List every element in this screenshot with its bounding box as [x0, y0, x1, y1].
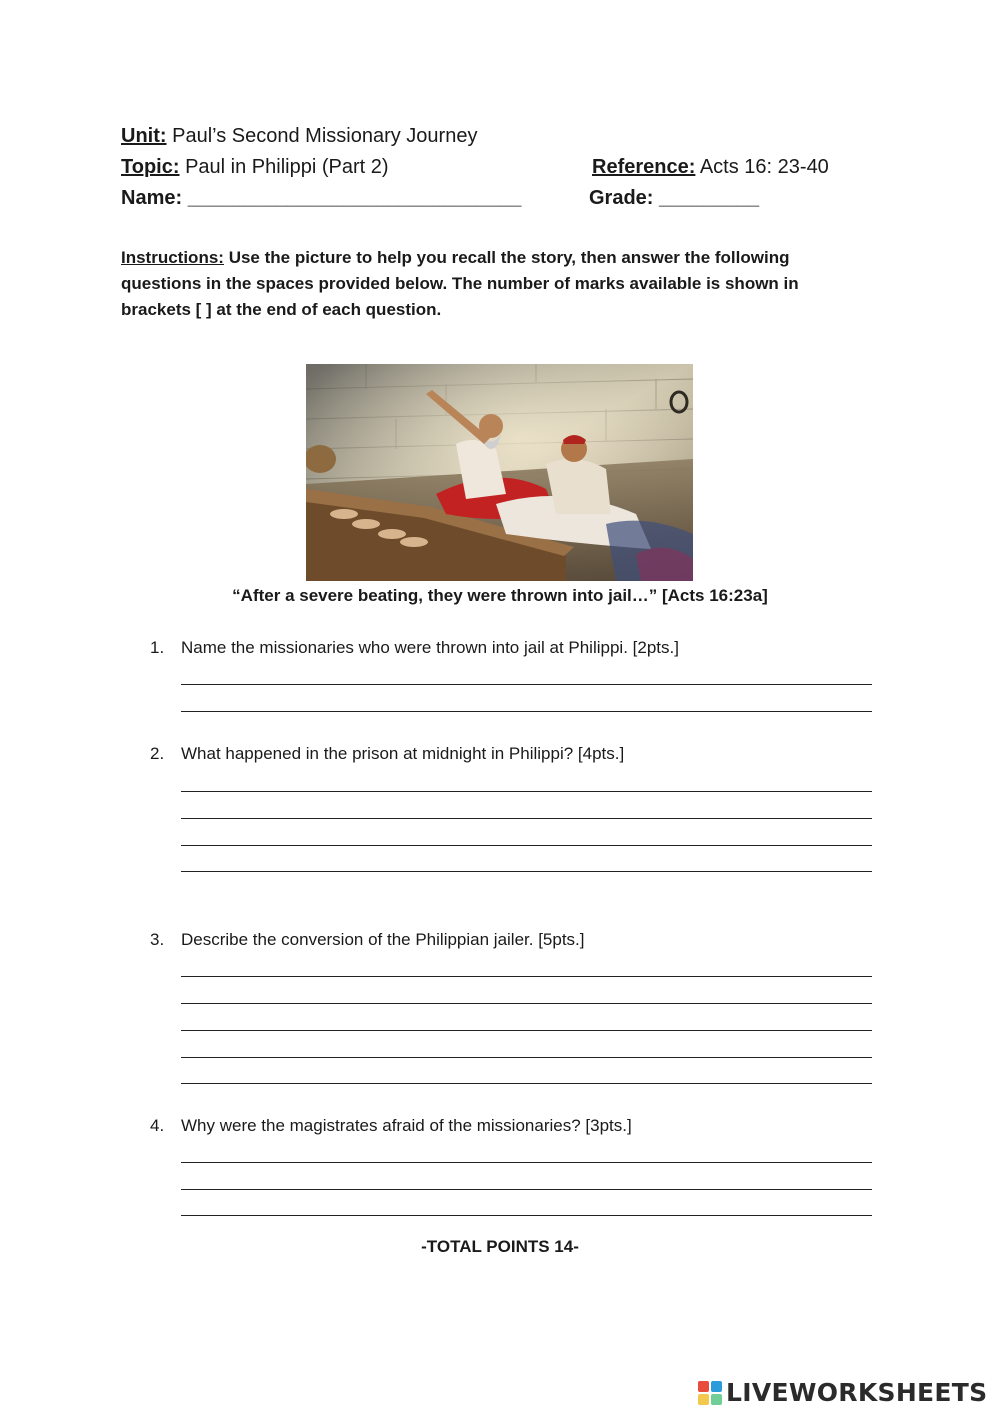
question-3: [150, 929, 585, 951]
answer-line[interactable]: [181, 1215, 872, 1216]
question-number: 1.: [150, 638, 165, 657]
logo-square-icon: [698, 1394, 709, 1405]
answer-line[interactable]: [181, 871, 872, 872]
story-illustration: [306, 364, 693, 581]
unit-label: Unit:: [121, 125, 167, 147]
question-number: 4.: [150, 1116, 165, 1135]
name-label: Name:: [121, 187, 183, 209]
logo-text: LIVEWORKSHEETS: [726, 1378, 988, 1407]
reference-value: Acts 16: 23-40: [699, 156, 829, 178]
instructions: [121, 245, 841, 323]
answer-line[interactable]: [181, 1057, 872, 1058]
unit-value: Paul’s Second Missionary Journey: [172, 125, 478, 147]
question-text: Describe the conversion of the Philippian jailer. [5pts.]: [181, 930, 585, 949]
reference-row: [592, 155, 829, 179]
logo-square-icon: [698, 1381, 709, 1392]
topic-label: Topic:: [121, 156, 180, 178]
reference-label: Reference:: [592, 156, 696, 178]
answer-line[interactable]: [181, 1030, 872, 1031]
liveworksheets-logo-icon: [698, 1381, 722, 1405]
question-text: Why were the magistrates afraid of the missionaries? [3pts.]: [181, 1116, 632, 1135]
question-4: [150, 1115, 632, 1137]
instructions-text: Use the picture to help you recall the story, then answer the following questions in the spaces provided below. The number of marks available is shown in brackets [ ] at the end of each question.: [121, 248, 799, 319]
name-row: [121, 186, 521, 210]
grade-row: [589, 186, 759, 210]
illustration-caption: “After a severe beating, they were thrown into jail…” [Acts 16:23a]: [232, 586, 768, 605]
answer-line[interactable]: [181, 845, 872, 846]
answer-line[interactable]: [181, 1189, 872, 1190]
answer-line[interactable]: [181, 684, 872, 685]
grade-field[interactable]: _________: [659, 187, 760, 209]
answer-line[interactable]: [181, 711, 872, 712]
liveworksheets-logo: [698, 1378, 987, 1408]
logo-square-icon: [711, 1394, 722, 1405]
answer-line[interactable]: [181, 791, 872, 792]
question-1: [150, 637, 679, 659]
answer-line[interactable]: [181, 1162, 872, 1163]
question-text: Name the missionaries who were thrown into jail at Philippi. [2pts.]: [181, 638, 679, 657]
logo-square-icon: [711, 1381, 722, 1392]
question-text: What happened in the prison at midnight in Philippi? [4pts.]: [181, 744, 625, 763]
answer-line[interactable]: [181, 976, 872, 977]
name-field[interactable]: ______________________________: [187, 187, 522, 209]
question-2: [150, 743, 624, 765]
grade-label: Grade:: [589, 187, 654, 209]
topic-row: [121, 155, 389, 179]
instructions-label: Instructions:: [121, 248, 224, 267]
question-number: 2.: [150, 744, 165, 763]
answer-line[interactable]: [181, 1003, 872, 1004]
topic-value: Paul in Philippi (Part 2): [185, 156, 389, 178]
unit-row: [121, 124, 477, 148]
answer-line[interactable]: [181, 1083, 872, 1084]
answer-line[interactable]: [181, 818, 872, 819]
question-number: 3.: [150, 930, 165, 949]
total-points: -TOTAL POINTS 14-: [421, 1237, 579, 1256]
